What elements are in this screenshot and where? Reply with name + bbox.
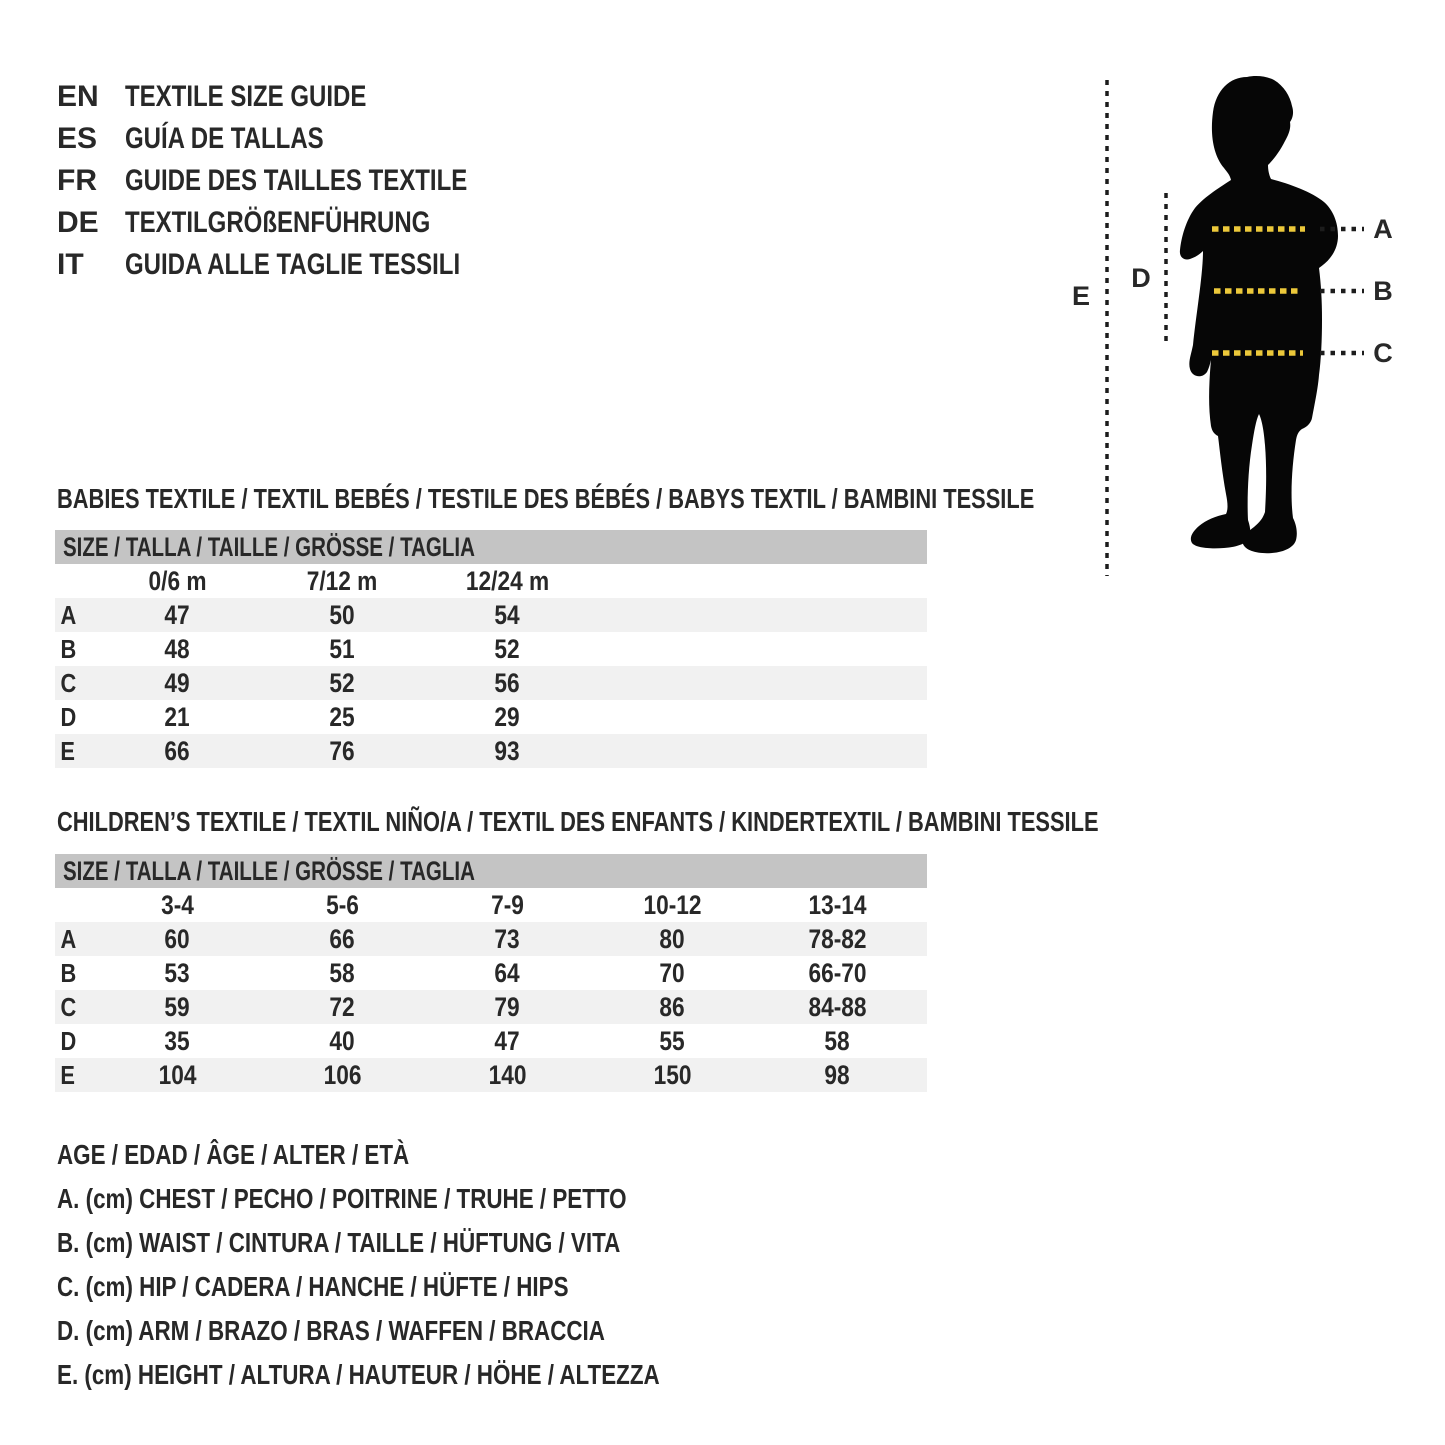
- cell: 56: [494, 667, 521, 698]
- cell: 35: [164, 1025, 191, 1056]
- measure-label-arm: D: [1131, 262, 1151, 293]
- table-row: [55, 734, 927, 768]
- legend-chest: A. (cm) CHEST / PECHO / POITRINE / TRUHE / PETTO: [57, 1183, 627, 1214]
- legend-height: E. (cm) HEIGHT / ALTURA / HAUTEUR / HÖHE / ALTEZZA: [57, 1359, 660, 1390]
- cell: 40: [329, 1025, 356, 1056]
- col-header: 10-12: [643, 889, 702, 920]
- cell: 66: [164, 735, 191, 766]
- cell: 66-70: [808, 957, 867, 988]
- child-silhouette: [1180, 76, 1338, 553]
- row-label: C: [60, 991, 77, 1022]
- lang-row-fr: [57, 160, 553, 202]
- cell: 47: [164, 599, 191, 630]
- cell: 52: [494, 633, 521, 664]
- cell: 93: [494, 735, 521, 766]
- table-row: [55, 700, 927, 734]
- children-section-title: CHILDREN’S TEXTILE / TEXTIL NIÑO/A / TEXTIL DES ENFANTS / KINDERTEXTIL / BAMBINI TESSILE: [57, 806, 1099, 837]
- table-row: [55, 632, 927, 666]
- row-label: B: [60, 957, 77, 988]
- cell: 58: [329, 957, 356, 988]
- row-label: C: [60, 667, 77, 698]
- column-header-row: [55, 888, 927, 922]
- cell: 79: [494, 991, 521, 1022]
- column-header-row: [55, 564, 927, 598]
- lang-title: TEXTILE SIZE GUIDE: [125, 80, 367, 113]
- row-label: D: [60, 701, 77, 732]
- cell: 53: [164, 957, 191, 988]
- cell: 72: [329, 991, 356, 1022]
- lang-row-de: [57, 202, 553, 244]
- cell: 66: [329, 923, 356, 954]
- col-header: 7-9: [491, 889, 524, 920]
- cell: 76: [329, 735, 356, 766]
- cell: 55: [659, 1025, 686, 1056]
- cell: 86: [659, 991, 686, 1022]
- cell: 150: [653, 1059, 692, 1090]
- col-header: 0/6 m: [148, 565, 207, 596]
- table-row: [55, 666, 927, 700]
- lang-row-it: [57, 244, 553, 286]
- row-label: E: [60, 735, 75, 766]
- table-row: [55, 990, 927, 1024]
- row-label: A: [60, 599, 77, 630]
- table-row: [55, 956, 927, 990]
- row-label: D: [60, 1025, 77, 1056]
- cell: 52: [329, 667, 356, 698]
- col-header: 5-6: [326, 889, 359, 920]
- row-label: B: [60, 633, 77, 664]
- cell: 73: [494, 923, 521, 954]
- legend-hip: C. (cm) HIP / CADERA / HANCHE / HÜFTE / HIPS: [57, 1271, 569, 1302]
- measure-label-hip: C: [1373, 337, 1393, 368]
- cell: 49: [164, 667, 191, 698]
- cell: 78-82: [808, 923, 867, 954]
- cell: 48: [164, 633, 191, 664]
- lang-title: TEXTILGRÖßENFÜHRUNG: [125, 206, 431, 239]
- table-row: [55, 1024, 927, 1058]
- row-label: E: [60, 1059, 75, 1090]
- cell: 50: [329, 599, 356, 630]
- cell: 29: [494, 701, 521, 732]
- cell: 60: [164, 923, 191, 954]
- table-row: [55, 922, 927, 956]
- cell: 140: [488, 1059, 527, 1090]
- lang-title: GUIDA ALLE TAGLIE TESSILI: [125, 248, 461, 281]
- cell: 80: [659, 923, 686, 954]
- lang-row-en: [57, 76, 553, 118]
- language-title-block: [57, 76, 553, 286]
- col-header: 13-14: [808, 889, 867, 920]
- col-header: 3-4: [161, 889, 194, 920]
- babies-section-title: BABIES TEXTILE / TEXTIL BEBÉS / TESTILE DES BÉBÉS / BABYS TEXTIL / BAMBINI TESSILE: [57, 483, 1035, 514]
- row-label: A: [60, 923, 77, 954]
- cell: 58: [824, 1025, 851, 1056]
- cell: 59: [164, 991, 191, 1022]
- measurement-legend: [57, 1133, 810, 1397]
- cell: 21: [164, 701, 191, 732]
- lang-code: FR: [57, 164, 97, 197]
- lang-code: IT: [57, 248, 84, 281]
- cell: 84-88: [808, 991, 867, 1022]
- lang-code: EN: [57, 80, 99, 113]
- cell: 98: [824, 1059, 851, 1090]
- size-header-bar: SIZE / TALLA / TAILLE / GRÖSSE / TAGLIA: [55, 530, 927, 564]
- measure-label-height: E: [1071, 280, 1090, 311]
- lang-title: GUIDE DES TAILLES TEXTILE: [125, 164, 468, 197]
- size-header-bar: SIZE / TALLA / TAILLE / GRÖSSE / TAGLIA: [55, 854, 927, 888]
- cell: 54: [494, 599, 521, 630]
- lang-title: GUÍA DE TALLAS: [125, 122, 324, 155]
- cell: 51: [329, 633, 356, 664]
- legend-waist: B. (cm) WAIST / CINTURA / TAILLE / HÜFTUNG / VITA: [57, 1227, 621, 1258]
- cell: 70: [659, 957, 686, 988]
- measure-label-chest: A: [1373, 213, 1393, 244]
- lang-code: ES: [57, 122, 98, 155]
- cell: 47: [494, 1025, 521, 1056]
- cell: 104: [158, 1059, 197, 1090]
- cell: 106: [323, 1059, 362, 1090]
- babies-size-table: [55, 530, 927, 768]
- children-size-table: [55, 854, 927, 1092]
- lang-row-es: [57, 118, 553, 160]
- measure-label-waist: B: [1373, 275, 1393, 306]
- lang-code: DE: [57, 206, 99, 239]
- table-row: [55, 1058, 927, 1092]
- table-row: [55, 598, 927, 632]
- col-header: 12/24 m: [465, 565, 550, 596]
- col-header: 7/12 m: [307, 565, 378, 596]
- legend-arm: D. (cm) ARM / BRAZO / BRAS / WAFFEN / BRACCIA: [57, 1315, 605, 1346]
- cell: 25: [329, 701, 356, 732]
- legend-age: AGE / EDAD / ÂGE / ALTER / ETÀ: [57, 1139, 410, 1170]
- cell: 64: [494, 957, 521, 988]
